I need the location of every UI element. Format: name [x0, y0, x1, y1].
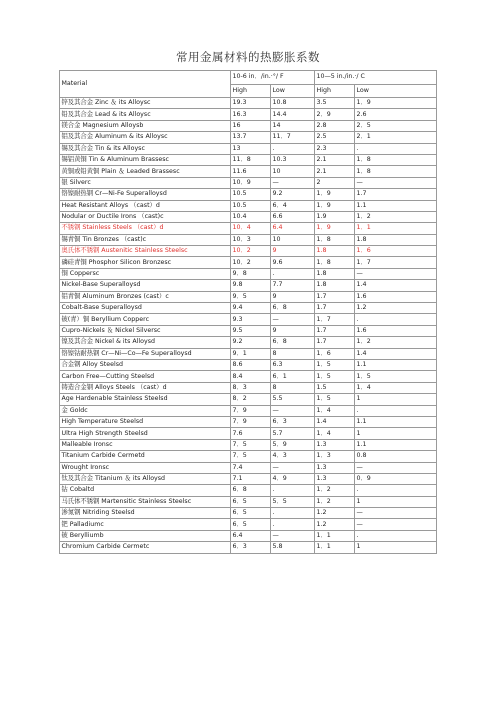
low-f-cell: 6.3: [271, 359, 315, 370]
table-row: [60, 337, 437, 348]
high-f-cell: 7.6: [231, 428, 271, 439]
high-c-cell: 1.2: [315, 508, 355, 519]
low-f-cell: 5．9: [271, 439, 315, 450]
material-cell: 钴 Cobaltd: [60, 485, 231, 496]
material-cell: 镁合金 Magnesium Alloysb: [60, 120, 231, 131]
high-c-header: High: [315, 84, 355, 98]
material-cell: 锡青铜 Tin Bronzes （cast)c: [60, 234, 231, 245]
low-c-cell: 1.4: [355, 348, 437, 359]
low-f-cell: 10.3: [271, 154, 315, 165]
high-c-cell: 1．3: [315, 451, 355, 462]
table-row: [60, 382, 437, 393]
table-row: [60, 325, 437, 336]
high-c-cell: 1．1: [315, 530, 355, 541]
high-f-cell: 6.4: [231, 530, 271, 541]
high-f-cell: 13: [231, 143, 271, 154]
material-cell: 银 Silverc: [60, 177, 231, 188]
table-row: [60, 303, 437, 314]
low-f-cell: —: [271, 177, 315, 188]
low-f-cell: 6．1: [271, 371, 315, 382]
high-f-cell: 16: [231, 120, 271, 131]
table-row: [60, 189, 437, 200]
low-f-cell: 5.5: [271, 394, 315, 405]
table-row: [60, 530, 437, 541]
high-f-cell: 9．5: [231, 291, 271, 302]
high-c-cell: 2.3: [315, 143, 355, 154]
high-c-cell: 3.5: [315, 98, 355, 109]
low-f-cell: 6.4: [271, 223, 315, 234]
material-cell: 磷硅青铜 Phosphor Silicon Bronzesc: [60, 257, 231, 268]
low-f-cell: .: [271, 268, 315, 279]
low-f-cell: —: [271, 462, 315, 473]
high-c-cell: 1．9: [315, 200, 355, 211]
low-c-cell: 1．5: [355, 371, 437, 382]
high-f-cell: 9.2: [231, 337, 271, 348]
high-c-cell: 1．6: [315, 348, 355, 359]
table-row: [60, 462, 437, 473]
high-f-cell: 10．2: [231, 257, 271, 268]
low-f-cell: 5.7: [271, 428, 315, 439]
high-f-cell: 11．8: [231, 154, 271, 165]
table-row: [60, 359, 437, 370]
low-c-cell: 1．1: [355, 223, 437, 234]
material-cell: 铍(青）铜 Beryllium Copperc: [60, 314, 231, 325]
high-f-cell: 13.7: [231, 132, 271, 143]
low-c-cell: 1．8: [355, 154, 437, 165]
low-c-cell: —: [355, 177, 437, 188]
material-cell: 金 Goldc: [60, 405, 231, 416]
material-cell: 合金钢 Alloy Steelsd: [60, 359, 231, 370]
high-f-cell: 6．5: [231, 496, 271, 507]
material-cell: Nickel-Base Superalloysd: [60, 280, 231, 291]
low-f-cell: .: [271, 485, 315, 496]
high-f-cell: 7．9: [231, 416, 271, 427]
high-f-cell: 11.6: [231, 166, 271, 177]
material-cell: 铍 Berylliumb: [60, 530, 231, 541]
table-row: [60, 268, 437, 279]
material-cell: Titanium Carbide Cermetd: [60, 451, 231, 462]
low-f-cell: 8: [271, 348, 315, 359]
low-f-cell: 9: [271, 291, 315, 302]
low-f-cell: .: [271, 519, 315, 530]
low-c-header: Low: [355, 84, 437, 98]
high-f-cell: 6．3: [231, 542, 271, 553]
low-c-cell: 1．7: [355, 257, 437, 268]
high-f-cell: 9.8: [231, 280, 271, 291]
table-row: [60, 428, 437, 439]
low-c-cell: —: [355, 462, 437, 473]
low-f-cell: 6.6: [271, 211, 315, 222]
low-f-cell: 6．8: [271, 303, 315, 314]
low-f-cell: 6．8: [271, 337, 315, 348]
material-cell: Cobalt-Base Superalloysd: [60, 303, 231, 314]
high-f-cell: 6．5: [231, 519, 271, 530]
low-c-cell: .: [355, 405, 437, 416]
material-cell: Ultra High Strength Steelsd: [60, 428, 231, 439]
material-cell: 黄铜或铅黄铜 Plain ＆ Leaded Brassesc: [60, 166, 231, 177]
table-row: [60, 246, 437, 257]
low-c-cell: 0．9: [355, 473, 437, 484]
high-c-cell: 1．2: [315, 496, 355, 507]
low-c-cell: 2．1: [355, 132, 437, 143]
low-c-cell: 1．2: [355, 211, 437, 222]
high-f-header: High: [231, 84, 271, 98]
header-row-units: [60, 71, 437, 85]
high-f-cell: 10．2: [231, 246, 271, 257]
material-cell: Carbon Free—Cutting Steelsd: [60, 371, 231, 382]
low-f-cell: 5.8: [271, 542, 315, 553]
table-row: [60, 542, 437, 553]
low-c-cell: 1．2: [355, 337, 437, 348]
material-cell: 奥氏体不锈钢 Austenitic Stainless Steelsc: [60, 246, 231, 257]
high-f-cell: 16.3: [231, 109, 271, 120]
high-f-cell: 8.6: [231, 359, 271, 370]
low-c-cell: 1.8: [355, 234, 437, 245]
low-c-cell: 1.2: [355, 303, 437, 314]
table-row: [60, 132, 437, 143]
high-f-cell: 7．9: [231, 405, 271, 416]
table-row: [60, 405, 437, 416]
high-f-cell: 7.1: [231, 473, 271, 484]
high-f-cell: 9.5: [231, 325, 271, 336]
low-c-cell: 1.1: [355, 416, 437, 427]
table-row: [60, 394, 437, 405]
low-c-cell: 1: [355, 542, 437, 553]
high-c-cell: 1．4: [315, 428, 355, 439]
high-f-cell: 10.5: [231, 200, 271, 211]
table-row: [60, 166, 437, 177]
material-cell: 铝及其合金 Aluminum & its Alloysc: [60, 132, 231, 143]
high-f-cell: 7．5: [231, 451, 271, 462]
low-f-cell: 9: [271, 325, 315, 336]
high-c-cell: 1．1: [315, 542, 355, 553]
material-cell: Nodular or Ductile Irons （cast)c: [60, 211, 231, 222]
low-c-cell: 1.6: [355, 291, 437, 302]
material-cell: Cupro-Nickels ＆ Nickel Silversc: [60, 325, 231, 336]
low-c-cell: 0.8: [355, 451, 437, 462]
low-f-cell: 8: [271, 382, 315, 393]
material-cell: 不锈钢 Stainless Steels （cast）d: [60, 223, 231, 234]
material-cell: 铜 Coppersc: [60, 268, 231, 279]
material-cell: Malleable Ironsc: [60, 439, 231, 450]
high-c-cell: 2.8: [315, 120, 355, 131]
celsius-unit-header: 10—5 in./in.·/ C: [315, 71, 437, 85]
table-row: [60, 348, 437, 359]
material-cell: Age Hardenable Stainless Steelsd: [60, 394, 231, 405]
material-cell: 锡及其合金 Tin & its Alloysc: [60, 143, 231, 154]
table-row: [60, 120, 437, 131]
material-cell: 铝青铜 Aluminum Bronzes (cast）c: [60, 291, 231, 302]
low-c-cell: 1.7: [355, 189, 437, 200]
high-f-cell: 9.3: [231, 314, 271, 325]
material-cell: High Temperature Steelsd: [60, 416, 231, 427]
table-row: [60, 280, 437, 291]
low-f-cell: 10: [271, 166, 315, 177]
high-c-cell: 1.7: [315, 337, 355, 348]
high-c-cell: 1．5: [315, 371, 355, 382]
table-row: [60, 200, 437, 211]
table-row: [60, 439, 437, 450]
high-f-cell: 9．8: [231, 268, 271, 279]
page-title: 常用金属材料的热膨胀系数: [176, 50, 320, 64]
low-c-cell: .: [355, 143, 437, 154]
high-f-cell: 9.4: [231, 303, 271, 314]
low-f-cell: —: [271, 405, 315, 416]
table-row: [60, 371, 437, 382]
material-cell: 锡铝黄铜 Tin & Aluminum Brassesc: [60, 154, 231, 165]
low-f-cell: 4．9: [271, 473, 315, 484]
high-f-cell: 8．3: [231, 382, 271, 393]
low-f-cell: 9.2: [271, 189, 315, 200]
low-c-cell: 2．5: [355, 120, 437, 131]
low-f-cell: 10: [271, 234, 315, 245]
material-cell: 马氏体不锈钢 Martensitic Stainless Steelsc: [60, 496, 231, 507]
material-cell: 渗氮钢 Nitriding Steelsd: [60, 508, 231, 519]
low-c-cell: —: [355, 508, 437, 519]
high-c-cell: 1.8: [315, 246, 355, 257]
high-f-cell: 8.4: [231, 371, 271, 382]
low-c-cell: 1．8: [355, 166, 437, 177]
high-c-cell: 1．4: [315, 405, 355, 416]
high-c-cell: 1.2: [315, 519, 355, 530]
low-c-cell: —: [355, 519, 437, 530]
table-row: [60, 257, 437, 268]
low-f-cell: 14: [271, 120, 315, 131]
low-c-cell: 1.1: [355, 439, 437, 450]
material-cell: 镍及其合金 Nickel & its Alloysd: [60, 337, 231, 348]
material-cell: 铅及其合金 Lead & its Alloysc: [60, 109, 231, 120]
table-row: [60, 314, 437, 325]
high-c-cell: 2.1: [315, 154, 355, 165]
low-f-header: Low: [271, 84, 315, 98]
high-f-cell: 7．5: [231, 439, 271, 450]
table-row: [60, 143, 437, 154]
low-f-cell: 4．3: [271, 451, 315, 462]
low-f-cell: —: [271, 530, 315, 541]
high-c-cell: 2.5: [315, 132, 355, 143]
low-f-cell: 9: [271, 246, 315, 257]
high-c-cell: 1.7: [315, 291, 355, 302]
material-cell: 锌及其合金 Zinc ＆ its Alloysc: [60, 98, 231, 109]
high-f-cell: 10．9: [231, 177, 271, 188]
high-c-cell: 1．9: [315, 189, 355, 200]
low-f-cell: .: [271, 143, 315, 154]
low-f-cell: .: [271, 508, 315, 519]
low-c-cell: 1.6: [355, 325, 437, 336]
low-c-cell: 1: [355, 496, 437, 507]
high-c-cell: 1.7: [315, 325, 355, 336]
fahrenheit-unit-header: 10-6 in．/in.·°/ F: [231, 71, 315, 85]
high-f-cell: 6．5: [231, 508, 271, 519]
material-cell: 铬镍钴耐热钢 Cr—Ni—Co—Fe Superalloysd: [60, 348, 231, 359]
high-c-cell: 2: [315, 177, 355, 188]
low-c-cell: 2.6: [355, 109, 437, 120]
low-c-cell: 1．6: [355, 246, 437, 257]
high-c-cell: 1.3: [315, 439, 355, 450]
high-c-cell: 1．8: [315, 234, 355, 245]
high-c-cell: 1．7: [315, 314, 355, 325]
high-c-cell: 1.9: [315, 211, 355, 222]
high-c-cell: 2．9: [315, 109, 355, 120]
material-cell: 铬镍耐热钢 Cr—Ni-Fe Superalloysd: [60, 189, 231, 200]
low-c-cell: 1．4: [355, 382, 437, 393]
low-c-cell: .: [355, 485, 437, 496]
material-cell: 钛及其合金 Titanium ＆ its Alloysd: [60, 473, 231, 484]
low-f-cell: 9.6: [271, 257, 315, 268]
table-row: [60, 177, 437, 188]
low-f-cell: 11．7: [271, 132, 315, 143]
table-row: [60, 485, 437, 496]
table-row: [60, 211, 437, 222]
high-f-cell: 10.5: [231, 189, 271, 200]
material-cell: 铸造合金钢 Alloys Steels （cast）d: [60, 382, 231, 393]
low-c-cell: 1: [355, 428, 437, 439]
table-row: [60, 98, 437, 109]
high-c-cell: 1.7: [315, 303, 355, 314]
low-f-cell: —: [271, 314, 315, 325]
table-row: [60, 154, 437, 165]
high-c-cell: 1.5: [315, 382, 355, 393]
low-c-cell: 1.1: [355, 359, 437, 370]
low-f-cell: 5．5: [271, 496, 315, 507]
table-row: [60, 291, 437, 302]
material-cell: Wrought Ironsc: [60, 462, 231, 473]
material-cell: Chromium Carbide Cermetc: [60, 542, 231, 553]
table-row: [60, 223, 437, 234]
high-c-cell: 1．2: [315, 485, 355, 496]
high-c-cell: 2.1: [315, 166, 355, 177]
table-row: [60, 234, 437, 245]
expansion-table: [59, 70, 437, 554]
table-row: [60, 508, 437, 519]
high-f-cell: 10．4: [231, 223, 271, 234]
material-cell: Heat Resistant Alloys （cast）d: [60, 200, 231, 211]
table-row: [60, 473, 437, 484]
low-c-cell: —: [355, 268, 437, 279]
high-c-cell: 1．5: [315, 394, 355, 405]
high-f-cell: 6．8: [231, 485, 271, 496]
material-cell: 钯 Palladiumc: [60, 519, 231, 530]
high-f-cell: 10．3: [231, 234, 271, 245]
high-c-cell: 1.8: [315, 268, 355, 279]
table-body: [60, 71, 437, 554]
high-c-cell: 1．9: [315, 223, 355, 234]
low-f-cell: 6．4: [271, 200, 315, 211]
table-row: [60, 496, 437, 507]
table-row: [60, 109, 437, 120]
high-c-cell: 1.3: [315, 462, 355, 473]
low-c-cell: .: [355, 530, 437, 541]
low-c-cell: 1．9: [355, 98, 437, 109]
high-c-cell: 1.3: [315, 473, 355, 484]
material-header: Material: [60, 71, 231, 98]
high-f-cell: 8．2: [231, 394, 271, 405]
low-c-cell: 1: [355, 394, 437, 405]
high-c-cell: 1．5: [315, 359, 355, 370]
table-row: [60, 416, 437, 427]
table-row: [60, 451, 437, 462]
high-f-cell: 7.4: [231, 462, 271, 473]
low-c-cell: .: [355, 314, 437, 325]
high-c-cell: 1.4: [315, 416, 355, 427]
low-f-cell: 7.7: [271, 280, 315, 291]
low-f-cell: 10.8: [271, 98, 315, 109]
table-row: [60, 519, 437, 530]
high-f-cell: 10.4: [231, 211, 271, 222]
high-f-cell: 9．1: [231, 348, 271, 359]
low-c-cell: 1.1: [355, 200, 437, 211]
low-c-cell: 1.4: [355, 280, 437, 291]
high-c-cell: 1．8: [315, 257, 355, 268]
low-f-cell: 14.4: [271, 109, 315, 120]
high-f-cell: 19.3: [231, 98, 271, 109]
high-c-cell: 1.8: [315, 280, 355, 291]
low-f-cell: 6．3: [271, 416, 315, 427]
